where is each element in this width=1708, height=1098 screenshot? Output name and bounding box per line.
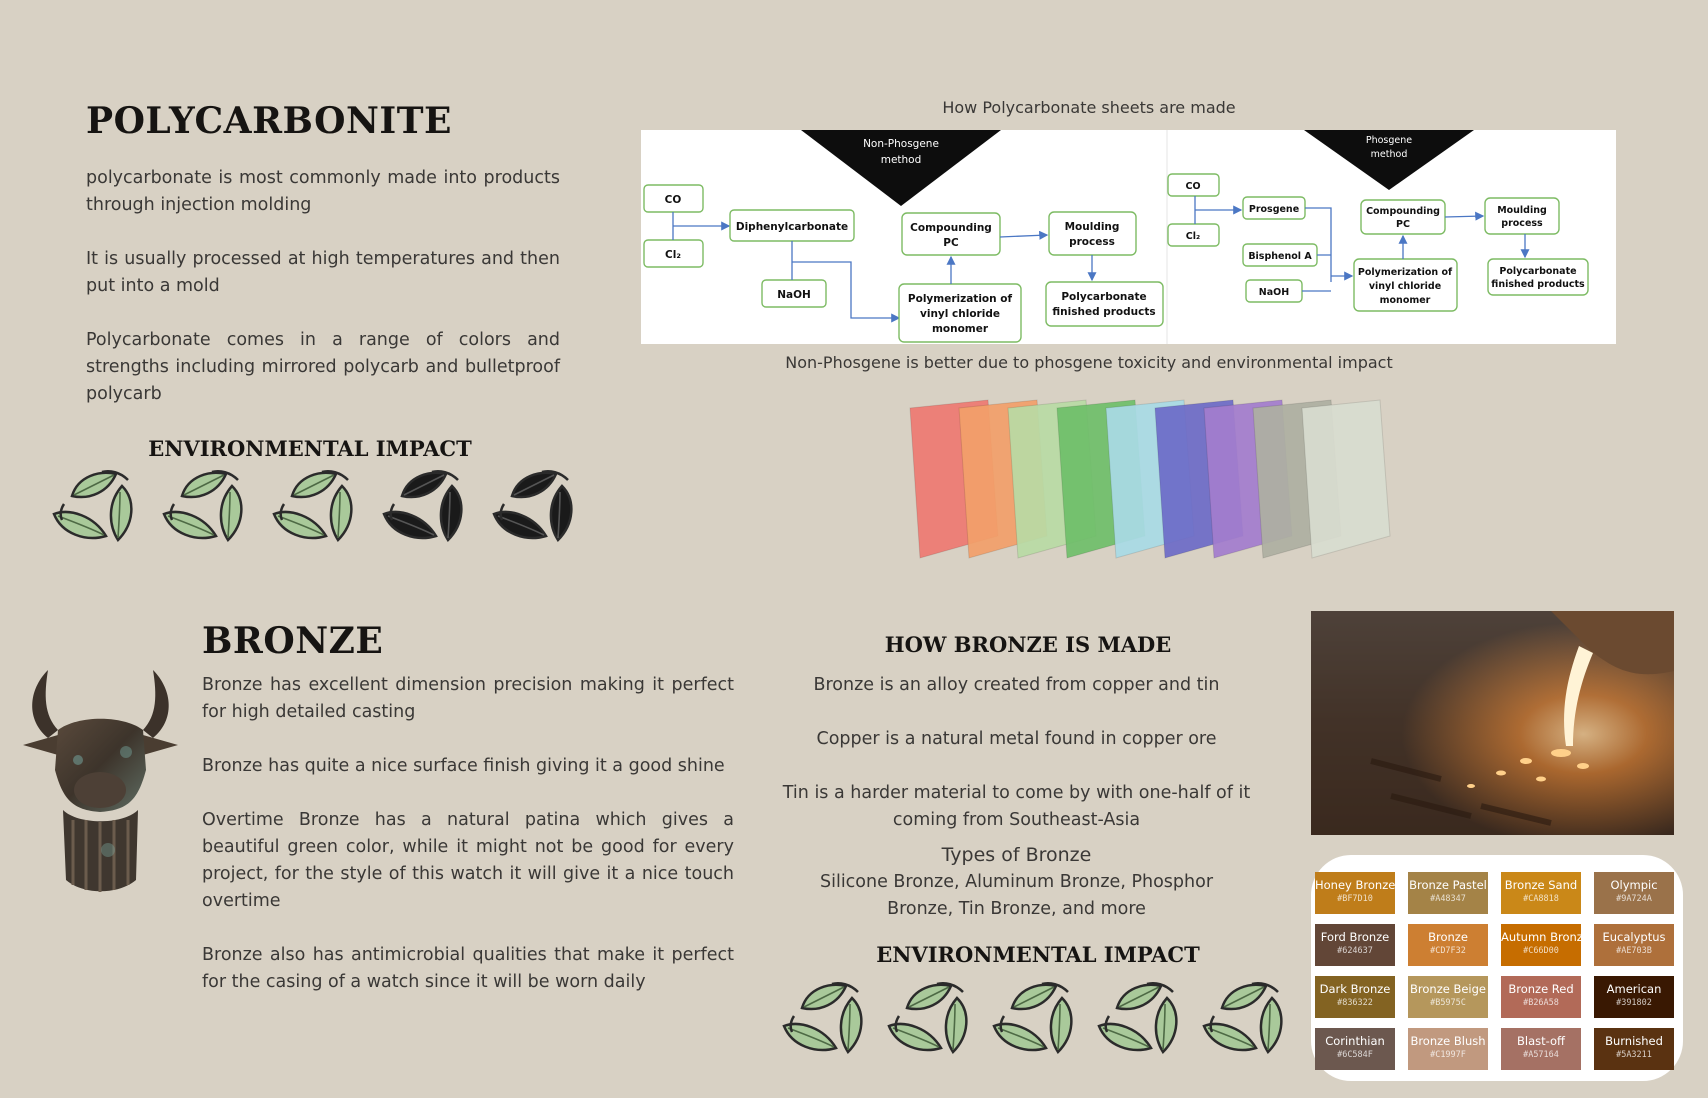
recycle-leaf-icon (50, 466, 140, 546)
moulding-box (1049, 212, 1136, 255)
color-swatch (1408, 924, 1488, 966)
swatch-name: Blast-off (1517, 1034, 1565, 1048)
bronze-bull-head-image (18, 660, 183, 900)
polymerization-label: monomer (1379, 295, 1431, 306)
polycarbonate-text (86, 165, 560, 435)
phosgene-label: Phosgene (1365, 135, 1413, 146)
naoh-label: NaOH (777, 289, 811, 301)
polycarbonate-sheet (1302, 400, 1390, 558)
polymerization-label: monomer (931, 323, 989, 335)
compounding-label: PC (1396, 219, 1410, 230)
swatch-name: Bronze Red (1508, 982, 1574, 996)
swatch-name: Dark Bronze (1319, 982, 1391, 996)
process-diagram (641, 130, 1616, 344)
phosgene-label: method (1370, 149, 1408, 160)
color-swatch (1501, 1028, 1581, 1070)
swatch-name: Corinthian (1325, 1034, 1385, 1048)
products-label: Polycarbonate (1061, 291, 1147, 303)
how-bronze-line: Copper is a natural metal found in copper ore (816, 729, 1217, 749)
recycle-leaf-icon (160, 466, 250, 546)
compounding-label: Compounding (910, 222, 992, 234)
color-swatch (1408, 872, 1488, 914)
swatch-name: American (1606, 982, 1662, 996)
polycarbonate-paragraph: It is usually processed at high temperatures and then put into a mold (86, 249, 560, 296)
swatch-name: Honey Bronze (1315, 878, 1396, 892)
color-swatch (1315, 872, 1395, 914)
recycle-leaf-icon (1095, 978, 1185, 1058)
color-swatch (1501, 872, 1581, 914)
color-swatch (1594, 1028, 1674, 1070)
color-swatch (1501, 976, 1581, 1018)
polycarbonate-env-rating (50, 466, 600, 546)
co-label: CO (664, 194, 682, 206)
bronze-color-palette (1311, 855, 1683, 1081)
compounding-label: PC (943, 237, 959, 249)
products-label: finished products (1491, 279, 1585, 290)
cl2-label: Cl₂ (1185, 231, 1201, 242)
swatch-name: Autumn Bronze (1501, 930, 1590, 944)
swatch-hex: #6C584F (1337, 1050, 1373, 1060)
recycle-leaf-icon (780, 978, 870, 1058)
moulding-label: process (1069, 236, 1115, 248)
bronze-env-rating (780, 978, 1305, 1058)
recycle-leaf-icon (270, 466, 360, 546)
polycarbonate-paragraph: Polycarbonate comes in a range of colors and strengths including mirrored polycarb and bulletproof polycarb (86, 330, 560, 404)
color-swatch (1315, 924, 1395, 966)
swatch-hex: #836322 (1337, 998, 1373, 1008)
prosgene-label: Prosgene (1248, 204, 1300, 215)
swatch-hex: #BF7D10 (1337, 894, 1373, 904)
color-swatch (1315, 1028, 1395, 1070)
swatch-hex: #C66D00 (1523, 946, 1559, 956)
polymerization-label: vinyl chloride (1368, 281, 1442, 292)
compounding-label: Compounding (1366, 206, 1440, 217)
swatch-name: Burnished (1605, 1034, 1663, 1048)
non-phosgene-label: method (880, 154, 922, 166)
products-label: Polycarbonate (1499, 266, 1577, 277)
swatch-name: Olympic (1610, 878, 1658, 892)
polymerization-label: Polymerization of (1357, 267, 1453, 278)
swatch-name: Bronze Pastel (1409, 878, 1487, 892)
co-label: CO (1185, 181, 1201, 192)
swatch-hex: #CD7F32 (1430, 946, 1466, 956)
bronze-paragraph: Bronze has quite a nice surface finish giving it a good shine (202, 756, 725, 776)
recycle-leaf-icon (490, 466, 580, 546)
polymerization-label: vinyl chloride (920, 308, 1000, 320)
swatch-hex: #5A3211 (1616, 1050, 1652, 1060)
recycle-leaf-icon (380, 466, 470, 546)
swatch-name: Bronze Beige (1410, 982, 1486, 996)
bronze-casting-photo (1311, 611, 1674, 835)
recycle-leaf-icon (1200, 978, 1290, 1058)
recycle-leaf-icon (990, 978, 1080, 1058)
diagram-caption-top: How Polycarbonate sheets are made (942, 98, 1236, 117)
types-of-bronze-title: Types of Bronze (941, 844, 1092, 866)
diphenylcarbonate-label: Diphenylcarbonate (735, 221, 849, 233)
bronze-env-title: ENVIRONMENTAL IMPACT (876, 942, 1200, 967)
swatch-name: Bronze Sand (1504, 878, 1578, 892)
color-swatch (1501, 924, 1590, 966)
non-phosgene-label: Non-Phosgene (863, 138, 939, 150)
swatch-hex: #AE703B (1616, 946, 1652, 956)
polycarbonate-paragraph: polycarbonate is most commonly made into products through injection molding (86, 168, 560, 215)
color-swatch (1594, 976, 1674, 1018)
cl2-label: Cl₂ (665, 249, 681, 261)
naoh-label: NaOH (1258, 287, 1290, 298)
bisphenol-label: Bisphenol A (1248, 251, 1312, 262)
how-bronze-text (770, 672, 1263, 923)
swatch-name: Eucalyptus (1602, 930, 1666, 944)
swatch-name: Ford Bronze (1320, 930, 1390, 944)
how-bronze-title: HOW BRONZE IS MADE (884, 632, 1172, 657)
polycarbonate-title: POLYCARBONITE (86, 100, 452, 142)
types-of-bronze-text: Silicone Bronze, Aluminum Bronze, Phosphor Bronze, Tin Bronze, and more (819, 872, 1214, 919)
moulding-label: Moulding (1064, 221, 1120, 233)
bronze-paragraph: Overtime Bronze has a natural patina which gives a beautiful green color, while it might not be good for every project, for the style of this watch it will give it a nice touch overtime (202, 810, 734, 911)
swatch-name: Bronze (1428, 930, 1468, 944)
swatch-hex: #CA8818 (1523, 894, 1559, 904)
finished-products-box (1046, 282, 1163, 326)
swatch-hex: #A57164 (1523, 1050, 1559, 1060)
swatch-hex: #C1997F (1430, 1050, 1466, 1060)
bronze-text (202, 672, 734, 1023)
swatch-name: Bronze Blush (1410, 1034, 1486, 1048)
products-label: finished products (1052, 306, 1156, 318)
swatch-hex: #391802 (1616, 998, 1652, 1008)
color-swatch (1408, 976, 1488, 1018)
diagram-caption-bottom: Non-Phosgene is better due to phosgene toxicity and environmental impact (785, 353, 1393, 372)
bronze-paragraph: Bronze also has antimicrobial qualities that make it perfect for the casing of a watch since it will be worn daily (202, 945, 734, 992)
swatch-hex: #9A724A (1616, 894, 1652, 904)
swatch-hex: #624637 (1337, 946, 1373, 956)
moulding-label: process (1501, 218, 1543, 229)
color-swatch (1315, 976, 1395, 1018)
how-bronze-line: Tin is a harder material to come by with one-half of it coming from Southeast-Asia (782, 783, 1251, 830)
color-swatch (1594, 924, 1674, 966)
bronze-paragraph: Bronze has excellent dimension precision making it perfect for high detailed casting (202, 675, 734, 722)
color-swatch (1408, 1028, 1488, 1070)
bronze-title: BRONZE (202, 620, 384, 662)
recycle-leaf-icon (885, 978, 975, 1058)
color-swatch (1594, 872, 1674, 914)
how-bronze-line: Bronze is an alloy created from copper and tin (813, 675, 1220, 695)
swatch-hex: #B5975C (1430, 998, 1466, 1008)
polymerization-label: Polymerization of (907, 293, 1013, 305)
swatch-hex: #A48347 (1430, 894, 1466, 904)
moulding-label: Moulding (1497, 205, 1547, 216)
polycarbonate-sheets-image (900, 396, 1410, 566)
polycarbonate-env-title: ENVIRONMENTAL IMPACT (148, 436, 472, 461)
swatch-hex: #B26A58 (1523, 998, 1559, 1008)
